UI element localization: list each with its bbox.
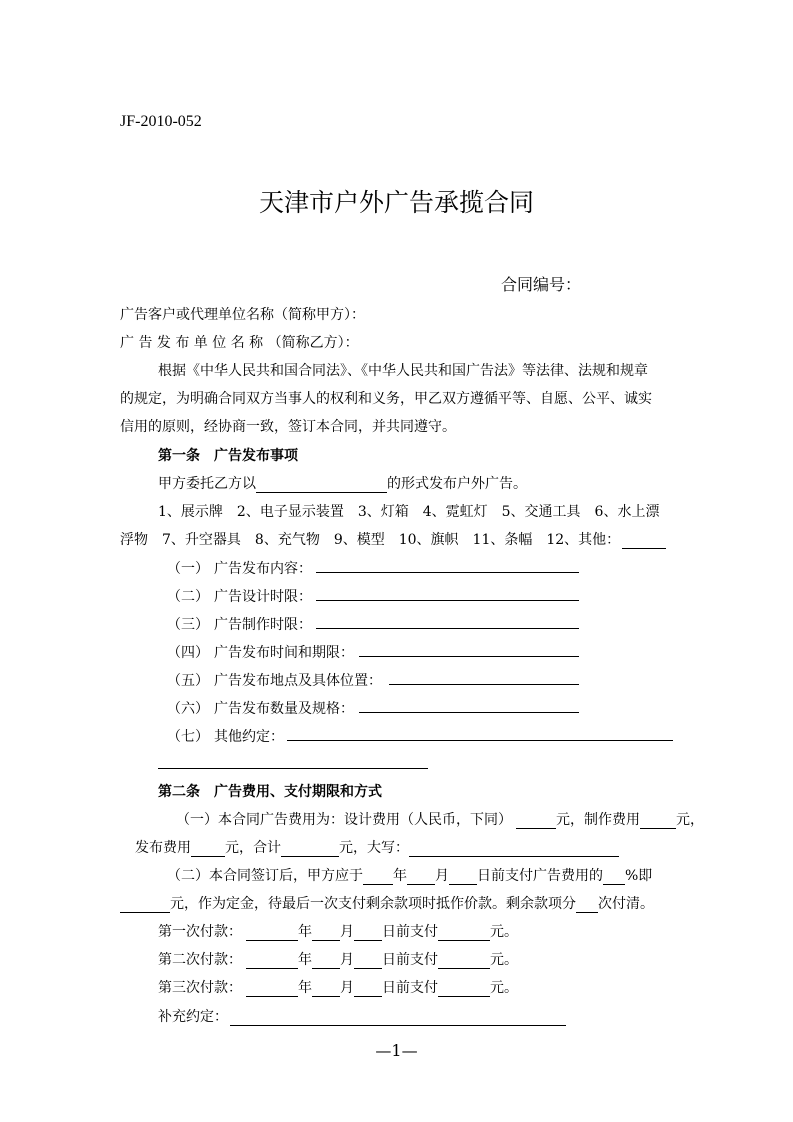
item-3-label: 广告制作时限： (214, 617, 312, 633)
payment-1-month-label: 月 (340, 924, 354, 940)
contract-number-label: 合同编号： (501, 275, 582, 294)
item-1-num: （一） (167, 561, 209, 577)
item-1-label: 广告发布内容： (214, 561, 312, 577)
item-7-label: 其他约定： (214, 729, 284, 745)
payment-1-unit: 元。 (490, 924, 518, 940)
payment-2-label: 第二次付款： (158, 952, 242, 968)
item-2-label: 广告设计时限： (214, 589, 312, 605)
payment-1-day-blank (354, 926, 382, 941)
preamble-line-2: 的规定，为明确合同双方当事人的权利和义务，甲乙双方遵循平等、自愿、公平、诚实 (120, 391, 652, 407)
document-code: JF-2010-052 (120, 113, 202, 130)
caps-blank (409, 842, 619, 857)
forms-line-2 (120, 529, 666, 549)
payment-1-day-label: 日前支付 (382, 924, 438, 940)
item-4-num: （四） (167, 645, 209, 661)
payment-1-amount-blank (438, 926, 490, 941)
payment-1-label: 第一次付款： (158, 924, 242, 940)
page-number: —1— (375, 1041, 418, 1060)
payment-2-year-blank (246, 954, 298, 969)
payment-1-year-blank (246, 926, 298, 941)
payment-3-month-label: 月 (340, 980, 354, 996)
item-6-num: （六） (167, 701, 209, 717)
item-3-num: （三） (167, 617, 209, 633)
payment-2-unit: 元。 (490, 952, 518, 968)
deposit-day-label: 日前支付广告费用的 (477, 868, 603, 884)
design-fee-blank (516, 814, 556, 829)
item-7-blank (287, 740, 673, 741)
entrust-suffix: 的形式发布户外广告。 (387, 476, 527, 492)
payment-2-amount-blank (438, 954, 490, 969)
item-2-blank (316, 600, 579, 601)
total-blank (281, 842, 339, 857)
total-label: 元，合计 (225, 840, 281, 856)
payment-2-month-blank (312, 954, 340, 969)
supplement-row (158, 1006, 566, 1026)
payment-3-year-label: 年 (298, 980, 312, 996)
contract-title: 天津市户外广告承揽合同 (258, 188, 534, 217)
deposit-percent-label: %即 (625, 868, 653, 884)
supplement-label: 补充约定： (158, 1009, 228, 1025)
make-fee-blank (640, 814, 676, 829)
payment-2-day-blank (354, 954, 382, 969)
make-fee-unit: 元， (676, 812, 704, 828)
payment-3-unit: 元。 (490, 980, 518, 996)
party-a-label: 广告客户或代理单位名称（简称甲方）： (120, 307, 365, 323)
payment-3-day-blank (354, 982, 382, 997)
fee-line-2 (135, 837, 619, 857)
fee-line-1 (176, 809, 704, 829)
deposit-month-blank (407, 870, 435, 885)
item-5-blank (389, 684, 579, 685)
design-fee-unit: 元，制作费用 (556, 812, 640, 828)
payment-3-amount-blank (438, 982, 490, 997)
deposit-percent-blank (603, 870, 625, 885)
deposit-line-2 (120, 893, 654, 913)
article2-heading: 第二条 广告费用、支付期限和方式 (158, 784, 382, 800)
payment-1-year-label: 年 (298, 924, 312, 940)
deposit-year-blank (363, 870, 393, 885)
publish-fee-blank (191, 842, 225, 857)
payment-row-2 (158, 949, 518, 969)
payment-3-label: 第三次付款： (158, 980, 242, 996)
party-b-label: 广 告 发 布 单 位 名 称 （简称乙方）： (120, 335, 359, 351)
deposit-year-label: 年 (393, 868, 407, 884)
entrust-prefix: 甲方委托乙方以 (158, 476, 256, 492)
deposit-amount-blank (120, 898, 170, 913)
payment-3-month-blank (312, 982, 340, 997)
payment-3-year-blank (246, 982, 298, 997)
item-4-blank (359, 656, 579, 657)
deposit-month-label: 月 (435, 868, 449, 884)
deposit-prefix: （二）本合同签订后，甲方应于 (167, 868, 363, 884)
payment-1-month-blank (312, 926, 340, 941)
item-6-blank (359, 712, 579, 713)
publish-fee-label: 发布费用 (135, 840, 191, 856)
deposit-day-blank (449, 870, 477, 885)
forms-line-2-text: 浮物 7、升空器具 8、充气物 9、模型 10、旗帜 11、条幅 12、其他： (120, 532, 621, 548)
installments-blank (576, 898, 598, 913)
item-4-label: 广告发布时间和期限： (214, 645, 354, 661)
preamble-line-3: 信用的原则，经协商一致，签订本合同，并共同遵守。 (120, 419, 456, 435)
item-6-label: 广告发布数量及规格： (214, 701, 354, 717)
supplement-blank (230, 1011, 566, 1026)
payment-2-month-label: 月 (340, 952, 354, 968)
payment-2-day-label: 日前支付 (382, 952, 438, 968)
deposit-line-2-end: 次付清。 (598, 896, 654, 912)
payment-3-day-label: 日前支付 (382, 980, 438, 996)
article1-heading: 第一条 广告发布事项 (158, 448, 298, 464)
entrust-line (158, 473, 527, 493)
other-form-blank (622, 534, 666, 549)
deposit-line-1 (167, 865, 652, 885)
item-2-num: （二） (167, 589, 209, 605)
payment-row-3 (158, 977, 518, 997)
item-1-blank (316, 572, 579, 573)
payment-2-year-label: 年 (298, 952, 312, 968)
item-7-blank-continued (158, 768, 428, 769)
item-7-num: （七） (167, 729, 209, 745)
item-5-label: 广告发布地点及具体位置： (214, 673, 382, 689)
caps-label: 元，大写： (339, 840, 409, 856)
forms-line-1: 1、展示牌 2、电子显示装置 3、灯箱 4、霓虹灯 5、交通工具 6、水上漂 (158, 504, 660, 520)
payment-row-1 (158, 921, 518, 941)
deposit-line-2-text: 元，作为定金，待最后一次支付剩余款项时抵作价款。剩余款项分 (170, 896, 576, 912)
preamble-line-1: 根据《中华人民共和国合同法》、《中华人民共和国广告法》等法律、法规和规章 (158, 363, 648, 379)
item-5-num: （五） (167, 673, 209, 689)
fee-a-text: （一）本合同广告费用为：设计费用（人民币，下同） (176, 812, 512, 828)
item-3-blank (316, 628, 579, 629)
entrust-form-blank (256, 478, 387, 493)
